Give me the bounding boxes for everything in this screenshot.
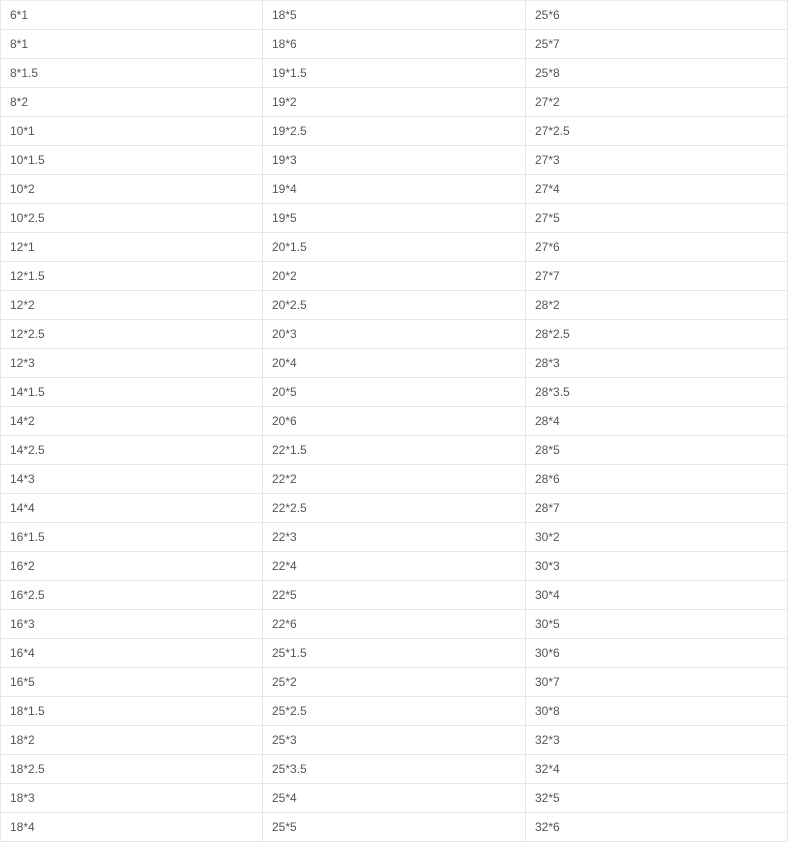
table-cell: 30*2 [526,523,788,552]
table-cell: 20*2 [263,262,526,291]
table-cell: 10*1.5 [1,146,263,175]
table-cell: 16*4 [1,639,263,668]
table-row [1,436,788,465]
table-row [1,117,788,146]
table-cell: 28*3.5 [526,378,788,407]
table-cell: 27*3 [526,146,788,175]
table-cell: 18*2.5 [1,755,263,784]
table-row [1,407,788,436]
table-row [1,581,788,610]
table-cell: 27*4 [526,175,788,204]
table-cell: 12*1.5 [1,262,263,291]
table-cell: 20*4 [263,349,526,378]
table-cell: 25*3.5 [263,755,526,784]
table-cell: 32*6 [526,813,788,842]
table-cell: 10*2.5 [1,204,263,233]
table-row [1,813,788,842]
table-row [1,146,788,175]
table-row [1,30,788,59]
table-cell: 14*2 [1,407,263,436]
table-row [1,465,788,494]
table-row [1,494,788,523]
table-cell: 20*3 [263,320,526,349]
table-cell: 18*1.5 [1,697,263,726]
table-row [1,755,788,784]
table-cell: 28*7 [526,494,788,523]
table-cell: 27*2 [526,88,788,117]
table-row [1,523,788,552]
table-cell: 8*1.5 [1,59,263,88]
table-row [1,697,788,726]
table-cell: 16*2.5 [1,581,263,610]
table-row [1,1,788,30]
table-cell: 18*2 [1,726,263,755]
table-cell: 10*1 [1,117,263,146]
table-row [1,639,788,668]
table-cell: 30*7 [526,668,788,697]
table-cell: 14*2.5 [1,436,263,465]
table-cell: 32*3 [526,726,788,755]
table-cell: 25*1.5 [263,639,526,668]
table-cell: 20*2.5 [263,291,526,320]
table-cell: 28*5 [526,436,788,465]
table-row [1,233,788,262]
table-cell: 18*4 [1,813,263,842]
table-cell: 30*5 [526,610,788,639]
table-row [1,726,788,755]
table-cell: 6*1 [1,1,263,30]
table-row [1,378,788,407]
table-cell: 14*3 [1,465,263,494]
table-cell: 12*3 [1,349,263,378]
table-row [1,320,788,349]
table-cell: 10*2 [1,175,263,204]
table-cell: 16*1.5 [1,523,263,552]
table-cell: 19*1.5 [263,59,526,88]
table-row [1,291,788,320]
table-cell: 25*4 [263,784,526,813]
table-row [1,204,788,233]
table-cell: 32*5 [526,784,788,813]
table-cell: 25*2 [263,668,526,697]
table-cell: 8*1 [1,30,263,59]
table-cell: 30*3 [526,552,788,581]
table-row [1,59,788,88]
table-cell: 25*8 [526,59,788,88]
table-cell: 12*1 [1,233,263,262]
table-cell: 20*6 [263,407,526,436]
table-row [1,349,788,378]
table-row [1,784,788,813]
table-cell: 22*3 [263,523,526,552]
table-cell: 27*6 [526,233,788,262]
spec-table-body [1,1,788,842]
table-cell: 19*4 [263,175,526,204]
table-cell: 18*6 [263,30,526,59]
table-cell: 20*1.5 [263,233,526,262]
table-cell: 28*4 [526,407,788,436]
table-cell: 16*3 [1,610,263,639]
table-cell: 32*4 [526,755,788,784]
table-cell: 16*2 [1,552,263,581]
table-row [1,668,788,697]
table-cell: 19*2.5 [263,117,526,146]
table-cell: 28*2.5 [526,320,788,349]
table-cell: 19*2 [263,88,526,117]
table-cell: 25*3 [263,726,526,755]
table-cell: 27*2.5 [526,117,788,146]
table-cell: 30*6 [526,639,788,668]
table-cell: 27*7 [526,262,788,291]
table-cell: 14*4 [1,494,263,523]
table-cell: 12*2 [1,291,263,320]
table-row [1,88,788,117]
table-cell: 28*3 [526,349,788,378]
table-cell: 22*1.5 [263,436,526,465]
table-cell: 28*2 [526,291,788,320]
table-row [1,552,788,581]
table-cell: 22*6 [263,610,526,639]
table-cell: 27*5 [526,204,788,233]
table-cell: 25*5 [263,813,526,842]
table-cell: 20*5 [263,378,526,407]
table-cell: 30*8 [526,697,788,726]
table-cell: 25*2.5 [263,697,526,726]
table-cell: 18*3 [1,784,263,813]
table-cell: 22*4 [263,552,526,581]
table-cell: 22*2.5 [263,494,526,523]
table-row [1,262,788,291]
table-row [1,610,788,639]
table-cell: 19*3 [263,146,526,175]
table-row [1,175,788,204]
table-cell: 30*4 [526,581,788,610]
table-cell: 8*2 [1,88,263,117]
table-cell: 28*6 [526,465,788,494]
table-cell: 25*7 [526,30,788,59]
table-cell: 18*5 [263,1,526,30]
table-cell: 16*5 [1,668,263,697]
table-cell: 22*2 [263,465,526,494]
table-cell: 25*6 [526,1,788,30]
table-cell: 12*2.5 [1,320,263,349]
table-cell: 19*5 [263,204,526,233]
table-cell: 14*1.5 [1,378,263,407]
table-cell: 22*5 [263,581,526,610]
